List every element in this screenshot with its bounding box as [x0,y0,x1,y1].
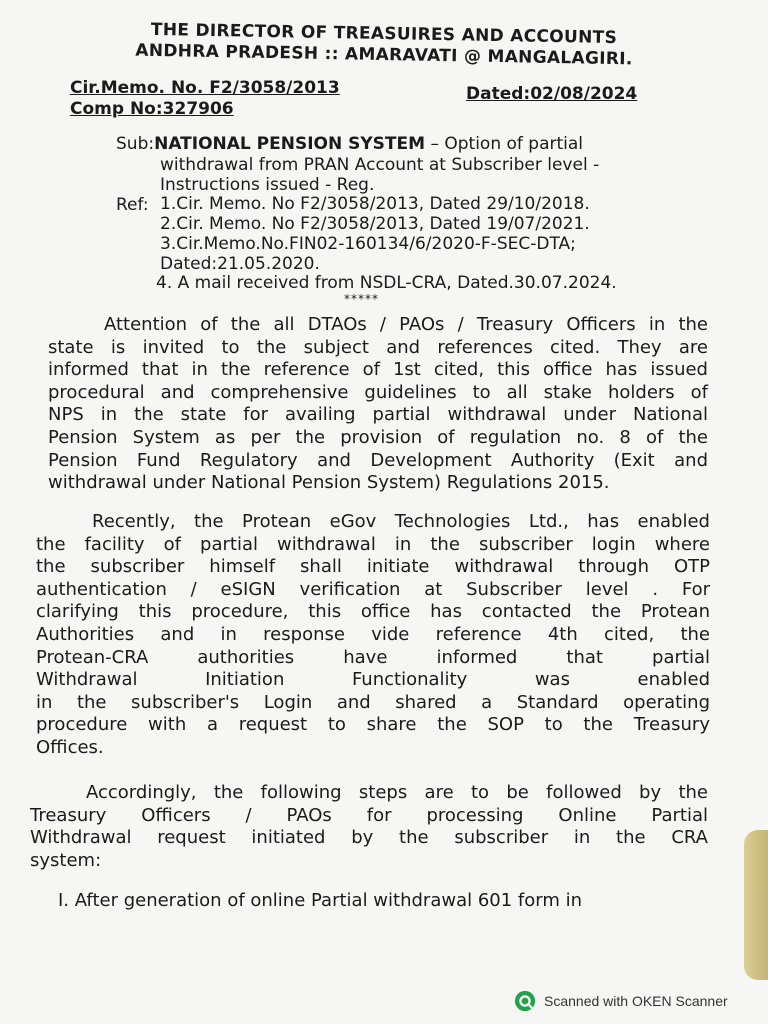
paragraph-line: state is invited to the subject and references cited. They are [48,336,708,358]
paragraph-3 [30,782,708,872]
paragraph-line: procedure with a request to share the SOP to the Treasury [36,714,710,736]
paragraph-line: system: [30,849,102,871]
scanner-text: Scanned with OKEN Scanner [544,993,728,1009]
circular-memo-number: Cir.Memo. No. F2/3058/2013 [70,78,340,98]
paragraph-line: Recently, the Protean eGov Technologies Ltd., has enabled [92,511,710,532]
paragraph-line: Protean-CRA authorities have informed that partial [36,646,710,668]
reference-label: Ref: [116,195,149,215]
paragraph-line: withdrawal under National Pension System) Regulations 2015. [48,472,610,494]
oken-scanner-icon [514,990,536,1012]
paragraph-1 [48,314,708,495]
memo-date: Dated:02/08/2024 [466,84,638,104]
paragraph-line: NPS in the state for availing partial withdrawal under National [48,404,708,426]
page-edge [744,830,768,980]
paragraph-line: Withdrawal Initiation Functionality was enabled [36,669,710,691]
paragraph-2 [36,511,710,760]
subject-title: NATIONAL PENSION SYSTEM [154,134,426,154]
paragraph-line: Withdrawal request initiated by the subscriber in the CRA [30,827,708,849]
paragraph-line: Attention of the all DTAOs / PAOs / Treasury Officers in the [104,314,708,335]
comp-number: Comp No:327906 [70,99,234,119]
paragraph-line: informed that in the reference of 1st cited, this office has issued [48,359,708,381]
separator: ***** [344,292,379,306]
subject-text: – Option of partial [430,134,584,154]
subject-line-2: withdrawal from PRAN Account at Subscriber level - [160,155,600,175]
paragraph-line: Accordingly, the following steps are to be followed by the [86,782,708,803]
subject-line-3: Instructions issued - Reg. [160,175,375,195]
reference-item: 4. A mail received from NSDL-CRA, Dated.30.07.2024. [156,273,617,293]
reference-item: Dated:21.05.2020. [160,254,320,274]
paragraph-line: clarifying this procedure, this office has contacted the Protean [36,601,710,623]
paragraph-line: Pension Fund Regulatory and Development Authority (Exit and [48,449,708,471]
subject-label: Sub: [116,134,155,154]
paragraph-line: Treasury Officers / PAOs for processing Online Partial [30,804,708,826]
step-item: I. After generation of online Partial withdrawal 601 form in [58,890,582,911]
paragraph-line: procedural and comprehensive guidelines to all stake holders of [48,381,708,403]
scanner-watermark [514,990,728,1012]
paragraph-line: Offices. [36,736,104,758]
office-title: THE DIRECTOR OF TREASUIRES AND ACCOUNTS [150,19,618,49]
paragraph-line: in the subscriber's Login and shared a Standard operating [36,691,710,713]
paragraph-line: Authorities and in response vide reference 4th cited, the [36,623,710,645]
paragraph-line: the subscriber himself shall initiate withdrawal through OTP [36,556,710,578]
paragraph-line: Pension System as per the provision of regulation no. 8 of the [48,426,708,448]
reference-item: 3.Cir.Memo.No.FIN02-160134/6/2020-F-SEC-DTA; [160,234,576,254]
paragraph-line: authentication / eSIGN verification at Subscriber level . For [36,578,710,600]
subject-line [116,134,583,154]
reference-item: 1.Cir. Memo. No F2/3058/2013, Dated 29/10/2018. [160,194,590,214]
office-location: ANDHRA PRADESH :: AMARAVATI @ MANGALAGIRI. [135,40,633,70]
reference-item: 2.Cir. Memo. No F2/3058/2013, Dated 19/07/2021. [160,214,590,234]
paragraph-line: the facility of partial withdrawal in the subscriber login where [36,533,710,555]
